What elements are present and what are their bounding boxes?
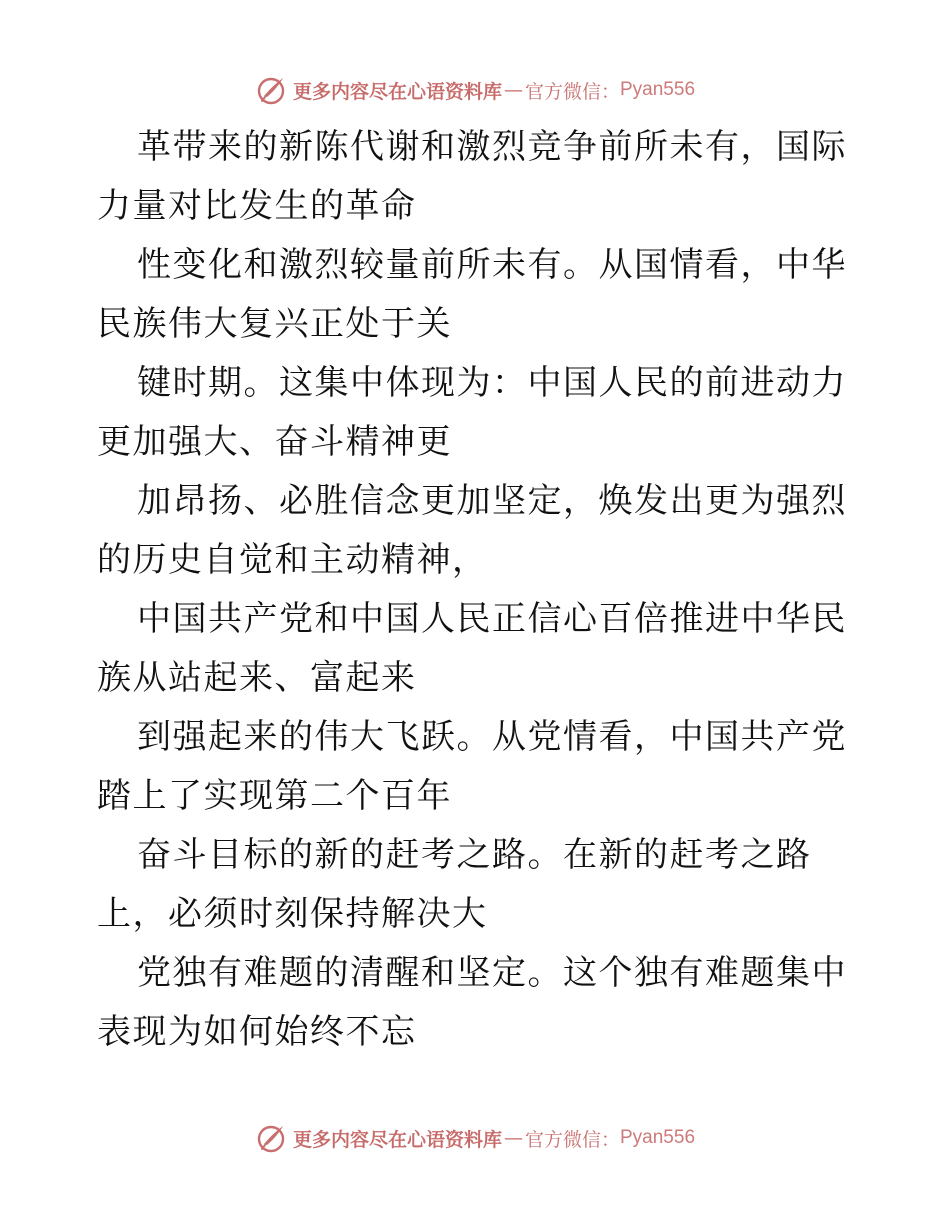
header-wechat-id: Pyan556 [620,79,696,100]
footer-wechat-id: Pyan556 [620,1127,696,1148]
page-footer [0,1118,950,1158]
footer-dash: — [503,1127,523,1149]
header-dash: — [503,79,523,101]
paragraph: 性变化和激烈较量前所未有。从国情看，中华民族伟大复兴正处于关 [97,245,847,344]
paragraph: 中国共产党和中国人民正信心百倍推进中华民族从站起来、富起来 [97,599,847,698]
header-slogan: 更多内容尽在心语资料库 [292,80,502,103]
footer-slogan: 更多内容尽在心语资料库 [292,1128,502,1151]
paragraph: 奋斗目标的新的赶考之路。在新的赶考之路上，必须时刻保持解决大 [97,835,812,934]
document-body [97,118,857,1062]
footer-wechat-label: 官方微信： [524,1128,620,1151]
quill-pen-logo-icon [255,74,287,106]
header-wechat-label: 官方微信： [524,80,620,103]
paragraph: 党独有难题的清醒和坚定。这个独有难题集中表现为如何始终不忘 [97,953,847,1052]
footer-brand [255,1122,695,1154]
header-brand [255,74,695,106]
page-header [0,70,950,110]
paragraph: 加昂扬、必胜信念更加坚定，焕发出更为强烈的历史自觉和主动精神， [97,481,847,580]
paragraph: 革带来的新陈代谢和激烈竞争前所未有，国际力量对比发生的革命 [97,127,847,226]
paragraph: 键时期。这集中体现为：中国人民的前进动力更加强大、奋斗精神更 [97,363,847,462]
paragraph: 到强起来的伟大飞跃。从党情看，中国共产党踏上了实现第二个百年 [97,717,847,816]
quill-pen-logo-icon [255,1122,287,1154]
